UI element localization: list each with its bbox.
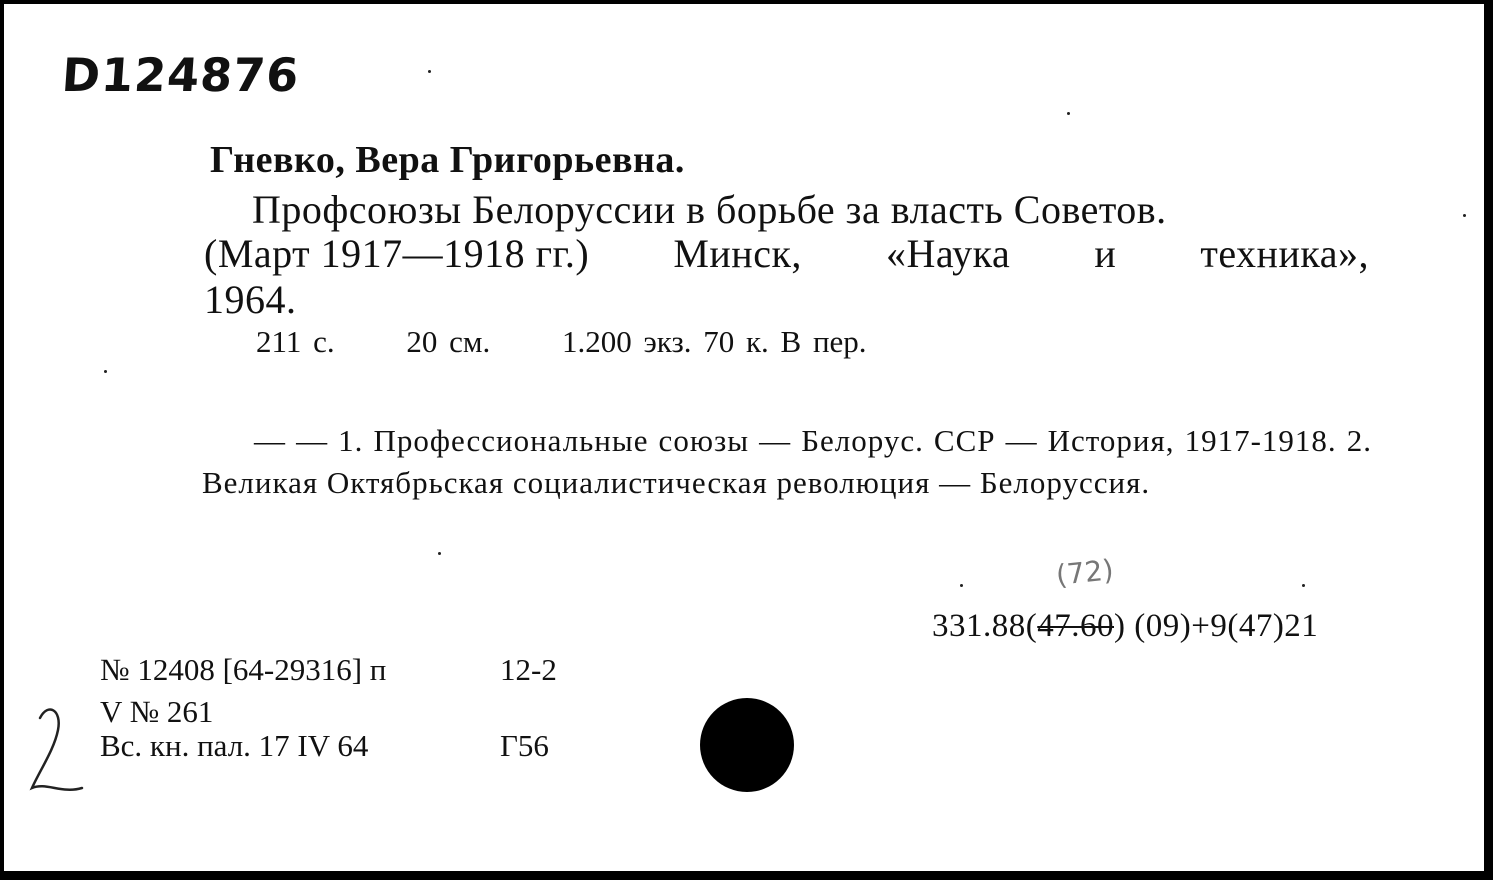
title-line-2 xyxy=(204,230,1369,277)
author-heading: Гневко, Вера Григорьевна. xyxy=(210,139,685,181)
pencil-note: (72) xyxy=(1054,553,1116,592)
punch-hole xyxy=(700,698,794,792)
page-count: 211 с. xyxy=(256,324,335,359)
classmark-suffix: ) (09)+9(47)21 xyxy=(1114,608,1319,644)
publication-year: 1964. xyxy=(204,277,297,322)
registry-line-1 xyxy=(100,652,557,688)
print-run-price: 1.200 экз. 70 к. В пер. xyxy=(562,324,867,359)
publisher-place: Минск, xyxy=(673,231,802,276)
book-chamber-code: Г56 xyxy=(500,728,549,763)
registry-number: № 12408 [64-29316] п xyxy=(100,652,387,687)
publisher-word-3: техника», xyxy=(1200,231,1369,276)
speck xyxy=(1067,112,1070,115)
catalog-card xyxy=(4,4,1484,871)
publisher-word-1: «Наука xyxy=(886,231,1011,276)
speck xyxy=(428,70,431,73)
speck xyxy=(1463,214,1466,217)
registry-line-2: V № 261 xyxy=(100,694,214,729)
book-chamber-date: Вс. кн. пал. 17 IV 64 xyxy=(100,728,369,763)
title-dates: (Март 1917—1918 гг.) xyxy=(204,231,590,276)
speck xyxy=(104,370,107,373)
registry-code: 12-2 xyxy=(500,652,557,687)
title-line-1: Профсоюзы Белоруссии в борьбе за власть Советов. xyxy=(252,187,1167,232)
inventory-number: D124876 xyxy=(60,48,302,102)
handwritten-mark xyxy=(22,704,92,804)
publisher-word-2: и xyxy=(1094,231,1117,276)
classmark-prefix: 331.88( xyxy=(932,608,1038,644)
registry-line-3 xyxy=(100,728,549,764)
subject-text: — — 1. Профессиональные союзы — Белорус. ССР — История, 1917-1918. 2. Великая Октябрьская социалистическая революция — Белоруссия. xyxy=(202,423,1372,500)
physical-description xyxy=(256,324,927,360)
classification-mark xyxy=(932,608,1318,645)
classmark-struck: 47.60 xyxy=(1037,608,1114,644)
book-size: 20 см. xyxy=(406,324,491,359)
subject-headings xyxy=(202,420,1372,504)
speck xyxy=(1302,584,1305,587)
speck xyxy=(438,552,441,555)
speck xyxy=(960,584,963,587)
